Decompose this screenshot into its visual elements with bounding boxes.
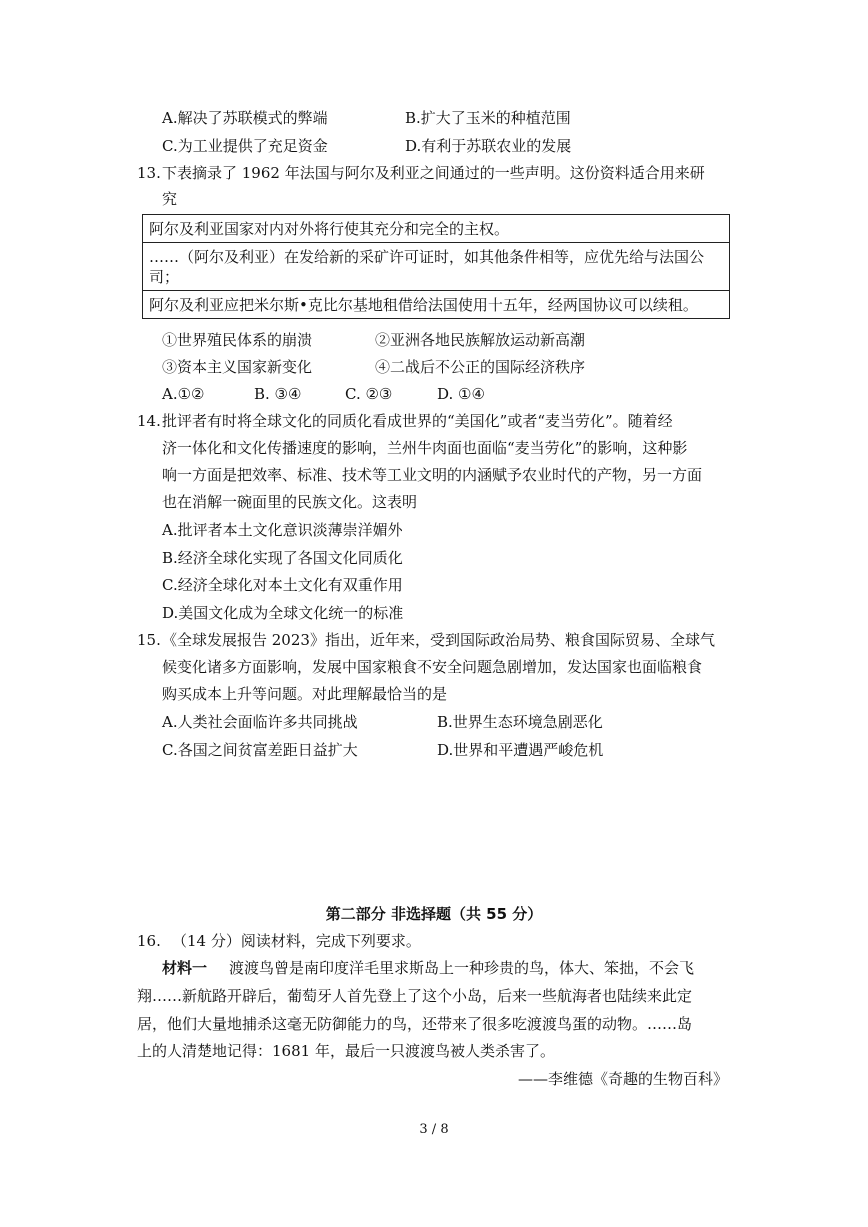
material-source: ——李维德《奇趣的生物百科》	[517, 1070, 728, 1088]
q15-stem-line-1: 《全球发展报告 2023》指出，近年来，受到国际政治局势、粮食国际贸易、全球气	[162, 631, 715, 649]
q13-option-d: D. ①④	[437, 385, 485, 403]
material-line-2: 翔……新航路开辟后，葡萄牙人首先登上了这个小岛，后来一些航海者也陆续来此定	[137, 987, 693, 1005]
q15-stem-line-3: 购买成本上升等问题。对此理解最恰当的是	[162, 685, 448, 703]
q13-item-1: ①世界殖民体系的崩溃	[162, 331, 313, 349]
material-line-4: 上的人清楚地记得：1681 年，最后一只渡渡鸟被人类杀害了。	[137, 1042, 555, 1060]
material-line-3: 居，他们大量地捕杀这毫无防御能力的鸟，还带来了很多吃渡渡鸟蛋的动物。……岛	[137, 1015, 693, 1033]
q14-stem-line-4: 也在消解一碗面里的民族文化。这表明	[162, 493, 418, 511]
q13-stem-line-1: 下表摘录了 1962 年法国与阿尔及利亚之间通过的一些声明。这份资料适合用来研	[162, 164, 705, 182]
q14-number: 14.	[137, 412, 161, 430]
q13-item-4: ④二战后不公正的国际经济秩序	[375, 358, 586, 376]
q13-item-2: ②亚洲各地民族解放运动新高潮	[375, 331, 586, 349]
q13-item-3: ③资本主义国家新变化	[162, 358, 313, 376]
material-line-1: 渡渡鸟曾是南印度洋毛里求斯岛上一种珍贵的鸟，体大、笨拙，不会飞	[229, 959, 695, 977]
q14-stem-line-1: 批评者有时将全球文化的同质化看成世界的“美国化”或者“麦当劳化”。随着经	[162, 412, 673, 430]
material-label: 材料一	[162, 959, 208, 977]
q16-number: 16.	[137, 932, 161, 950]
q14-option-d: D.美国文化成为全球文化统一的标准	[162, 604, 404, 622]
q15-option-d: D.世界和平遭遇严峻危机	[437, 741, 604, 759]
q13-number: 13.	[137, 164, 161, 182]
q12-option-c: C.为工业提供了充足资金	[162, 137, 328, 155]
q16-stem: （14 分）阅读材料，完成下列要求。	[172, 932, 421, 950]
q14-stem-line-2: 济一体化和文化传播速度的影响，兰州牛肉面也面临“麦当劳化”的影响，这种影	[162, 439, 688, 457]
q15-option-b: B.世界生态环境急剧恶化	[437, 713, 603, 731]
table-row: ……（阿尔及利亚）在发给新的采矿许可证时，如其他条件相等，应优先给与法国公司；	[143, 243, 729, 291]
q12-option-a: A.解决了苏联模式的弊端	[162, 109, 328, 127]
q13-option-c: C. ②③	[345, 385, 393, 403]
table-row: 阿尔及利亚应把米尔斯•克比尔基地租借给法国使用十五年，经两国协议可以续租。	[149, 296, 698, 314]
q12-option-d: D.有利于苏联农业的发展	[405, 137, 572, 155]
q13-option-b: B. ③④	[254, 385, 302, 403]
q13-option-a: A.①②	[162, 385, 205, 403]
section-title: 第二部分 非选择题（共 55 分）	[325, 905, 543, 923]
q14-option-a: A.批评者本土文化意识淡薄崇洋媚外	[162, 521, 403, 539]
q14-stem-line-3: 响一方面是把效率、标准、技术等工业文明的内涵赋予农业时代的产物，另一方面	[162, 466, 703, 484]
q15-option-c: C.各国之间贫富差距日益扩大	[162, 741, 358, 759]
q14-option-c: C.经济全球化对本土文化有双重作用	[162, 576, 403, 594]
q12-option-b: B.扩大了玉米的种植范围	[405, 109, 571, 127]
q14-option-b: B.经济全球化实现了各国文化同质化	[162, 549, 403, 567]
q13-stem-line-2: 究	[162, 190, 178, 208]
q15-stem-line-2: 候变化诸多方面影响，发展中国家粮食不安全问题急剧增加，发达国家也面临粮食	[162, 658, 703, 676]
q13-source-table	[142, 214, 730, 319]
table-row: 阿尔及利亚国家对内对外将行使其充分和完全的主权。	[143, 215, 729, 243]
q15-number: 15.	[137, 631, 161, 649]
q15-option-a: A.人类社会面临许多共同挑战	[162, 713, 358, 731]
page-number: 3 / 8	[419, 1122, 449, 1137]
